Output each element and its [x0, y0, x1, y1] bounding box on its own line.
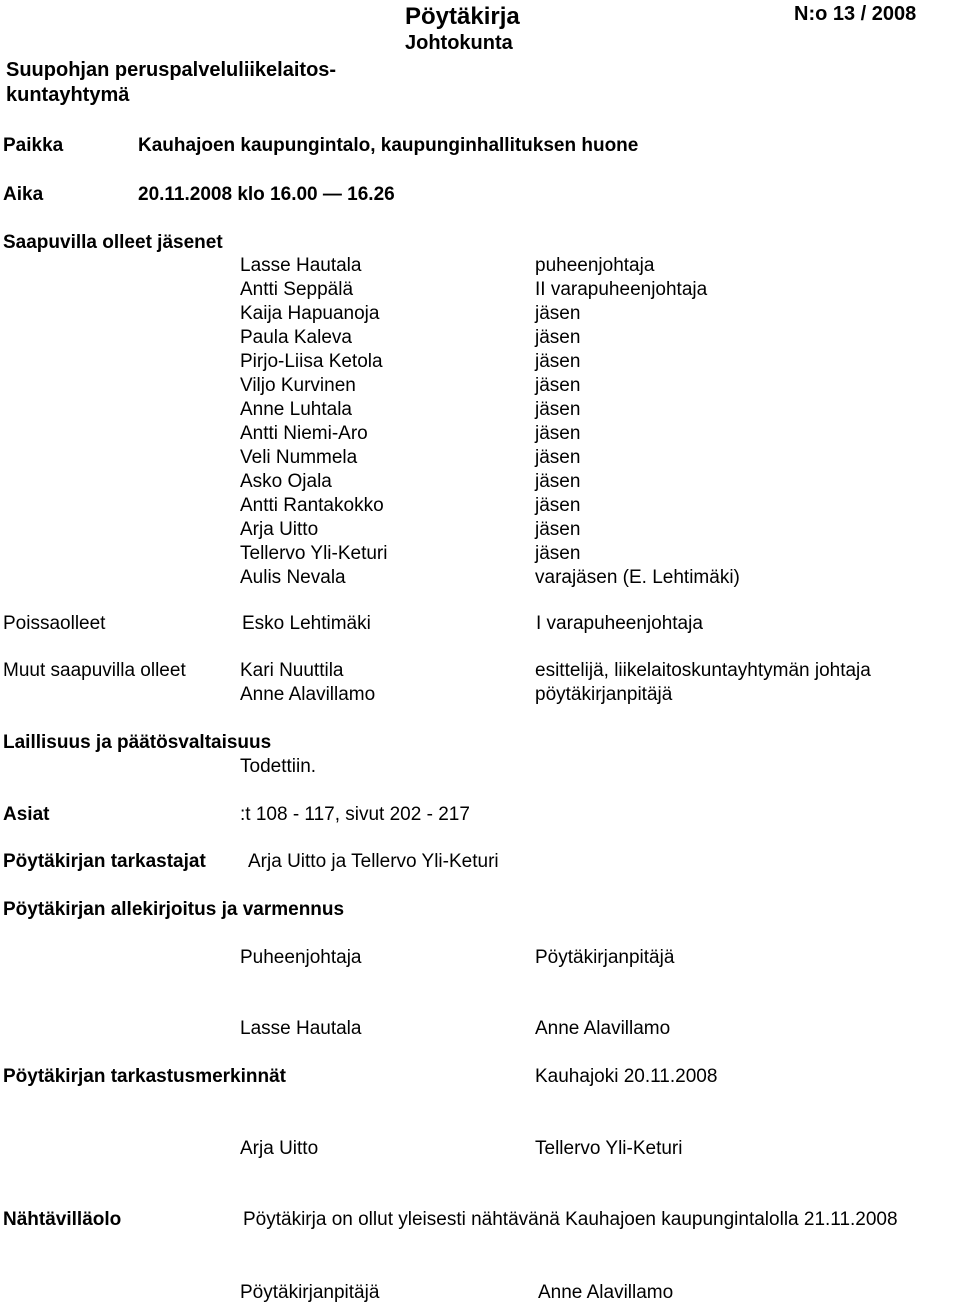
member-role: varajäsen (E. Lehtimäki): [535, 567, 740, 588]
time-value: 20.11.2008 klo 16.00 — 16.26: [138, 184, 395, 205]
member-role: jäsen: [535, 447, 581, 468]
member-role: jäsen: [535, 423, 581, 444]
member-role: jäsen: [535, 375, 581, 396]
member-role: jäsen: [535, 351, 581, 372]
absent-name: Esko Lehtimäki: [242, 613, 371, 634]
organization-name-line2: kuntayhtymä: [6, 84, 130, 106]
member-name: Antti Seppälä: [240, 279, 354, 300]
member-role: jäsen: [535, 327, 581, 348]
place-label: Paikka: [3, 135, 64, 156]
time-label: Aika: [3, 184, 44, 205]
chair-name: Lasse Hautala: [240, 1018, 362, 1039]
member-role: jäsen: [535, 399, 581, 420]
organization-name-line1: Suupohjan peruspalveluliikelaitos-: [6, 59, 337, 81]
present-member-roles: [535, 254, 740, 590]
display-label: Nähtävilläolo: [3, 1209, 122, 1230]
member-name: Asko Ojala: [240, 471, 332, 492]
items-value: :t 108 - 117, sivut 202 - 217: [240, 804, 470, 825]
other-person-name: Kari Nuuttila: [240, 660, 344, 681]
member-role: jäsen: [535, 303, 581, 324]
legality-value: Todettiin.: [240, 756, 317, 777]
secretary-name: Anne Alavillamo: [535, 1018, 671, 1039]
member-name: Viljo Kurvinen: [240, 375, 356, 396]
others-present-label: Muut saapuvilla olleet: [3, 660, 186, 681]
signing-label: Pöytäkirjan allekirjoitus ja varmennus: [3, 899, 345, 920]
member-name: Tellervo Yli-Keturi: [240, 543, 388, 564]
member-name: Aulis Nevala: [240, 567, 346, 588]
member-name: Antti Niemi-Aro: [240, 423, 368, 444]
member-name: Antti Rantakokko: [240, 495, 384, 516]
place-value: Kauhajoen kaupungintalo, kaupunginhallituksen huone: [138, 135, 639, 156]
document-number: N:o 13 / 2008: [794, 3, 917, 25]
review-checker-2: Tellervo Yli-Keturi: [535, 1138, 683, 1159]
chair-title: Puheenjohtaja: [240, 947, 362, 968]
present-member-names: [240, 254, 387, 590]
display-signer-name: Anne Alavillamo: [538, 1282, 674, 1303]
member-role: II varapuheenjohtaja: [535, 279, 708, 300]
document-subtitle: Johtokunta: [405, 32, 513, 54]
member-role: jäsen: [535, 543, 581, 564]
absent-label: Poissaolleet: [3, 613, 106, 634]
display-signer-title: Pöytäkirjanpitäjä: [240, 1282, 380, 1303]
other-person-role: esittelijä, liikelaitoskuntayhtymän johtaja: [535, 660, 871, 681]
checkers-label: Pöytäkirjan tarkastajat: [3, 851, 206, 872]
review-label: Pöytäkirjan tarkastusmerkinnät: [3, 1066, 287, 1087]
checkers-value: Arja Uitto ja Tellervo Yli-Keturi: [248, 851, 499, 872]
absent-role: I varapuheenjohtaja: [536, 613, 703, 634]
present-members-label: Saapuvilla olleet jäsenet: [3, 232, 223, 253]
member-role: jäsen: [535, 519, 581, 540]
other-person-name: Anne Alavillamo: [240, 684, 376, 705]
other-person-role: pöytäkirjanpitäjä: [535, 684, 673, 705]
member-name: Paula Kaleva: [240, 327, 352, 348]
member-name: Kaija Hapuanoja: [240, 303, 380, 324]
review-place-date: Kauhajoki 20.11.2008: [535, 1066, 718, 1087]
member-name: Arja Uitto: [240, 519, 319, 540]
legality-label: Laillisuus ja päätösvaltaisuus: [3, 732, 272, 753]
display-value: Pöytäkirja on ollut yleisesti nähtävänä Kauhajoen kaupungintalolla 21.11.2008: [243, 1209, 898, 1230]
member-role: jäsen: [535, 495, 581, 516]
secretary-title: Pöytäkirjanpitäjä: [535, 947, 675, 968]
member-name: Anne Luhtala: [240, 399, 352, 420]
member-name: Lasse Hautala: [240, 255, 362, 276]
document-title: Pöytäkirja: [405, 3, 520, 30]
member-name: Pirjo-Liisa Ketola: [240, 351, 383, 372]
member-role: jäsen: [535, 471, 581, 492]
member-role: puheenjohtaja: [535, 255, 655, 276]
member-name: Veli Nummela: [240, 447, 358, 468]
review-checker-1: Arja Uitto: [240, 1138, 319, 1159]
items-label: Asiat: [3, 804, 50, 825]
